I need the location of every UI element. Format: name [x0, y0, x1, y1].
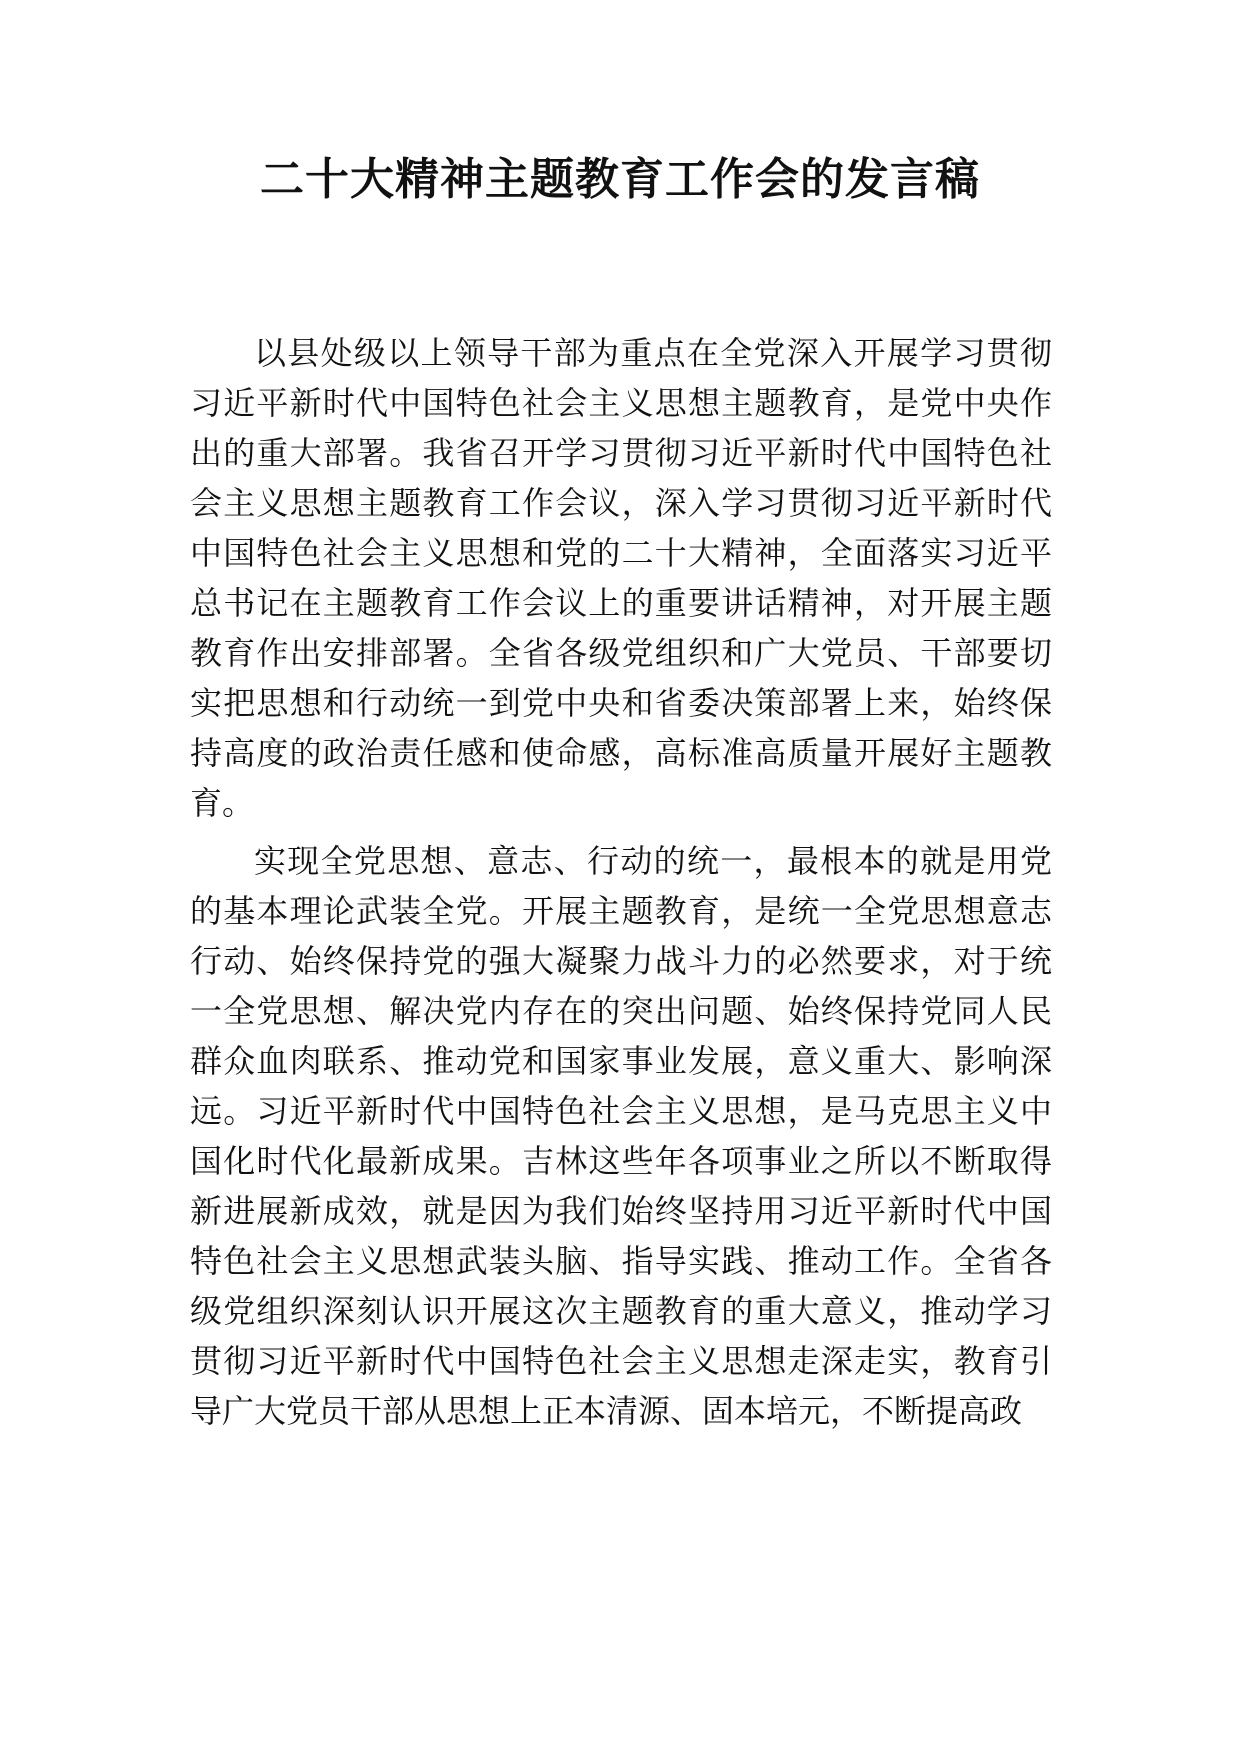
document-body — [190, 328, 1052, 1436]
paragraph-2: 实现全党思想、意志、行动的统一，最根本的就是用党的基本理论武装全党。开展主题教育，是统一全党思想意志行动、始终保持党的强大凝聚力战斗力的必然要求，对于统一全党思想、解决党内存在的突出问题、始终保持党同人民群众血肉联系、推动党和国家事业发展，意义重大、影响深远。习近平新时代中国特色社会主义思想，是马克思主义中国化时代化最新成果。吉林这些年各项事业之所以不断取得新进展新成效，就是因为我们始终坚持用习近平新时代中国特色社会主义思想武装头脑、指导实践、推动工作。全省各级党组织深刻认识开展这次主题教育的重大意义，推动学习贯彻习近平新时代中国特色社会主义思想走深走实，教育引导广大党员干部从思想上正本清源、固本培元，不断提高政 — [190, 842, 1052, 1430]
document-title: 二十大精神主题教育工作会的发言稿 — [260, 154, 980, 205]
paragraph-1: 以县处级以上领导干部为重点在全党深入开展学习贯彻习近平新时代中国特色社会主义思想主题教育，是党中央作出的重大部署。我省召开学习贯彻习近平新时代中国特色社会主义思想主题教育工作会议，深入学习贯彻习近平新时代中国特色社会主义思想和党的二十大精神，全面落实习近平总书记在主题教育工作会议上的重要讲话精神，对开展主题教育作出安排部署。全省各级党组织和广大党员、干部要切实把思想和行动统一到党中央和省委决策部署上来，始终保持高度的政治责任感和使命感，高标准高质量开展好主题教育。 — [190, 334, 1052, 822]
